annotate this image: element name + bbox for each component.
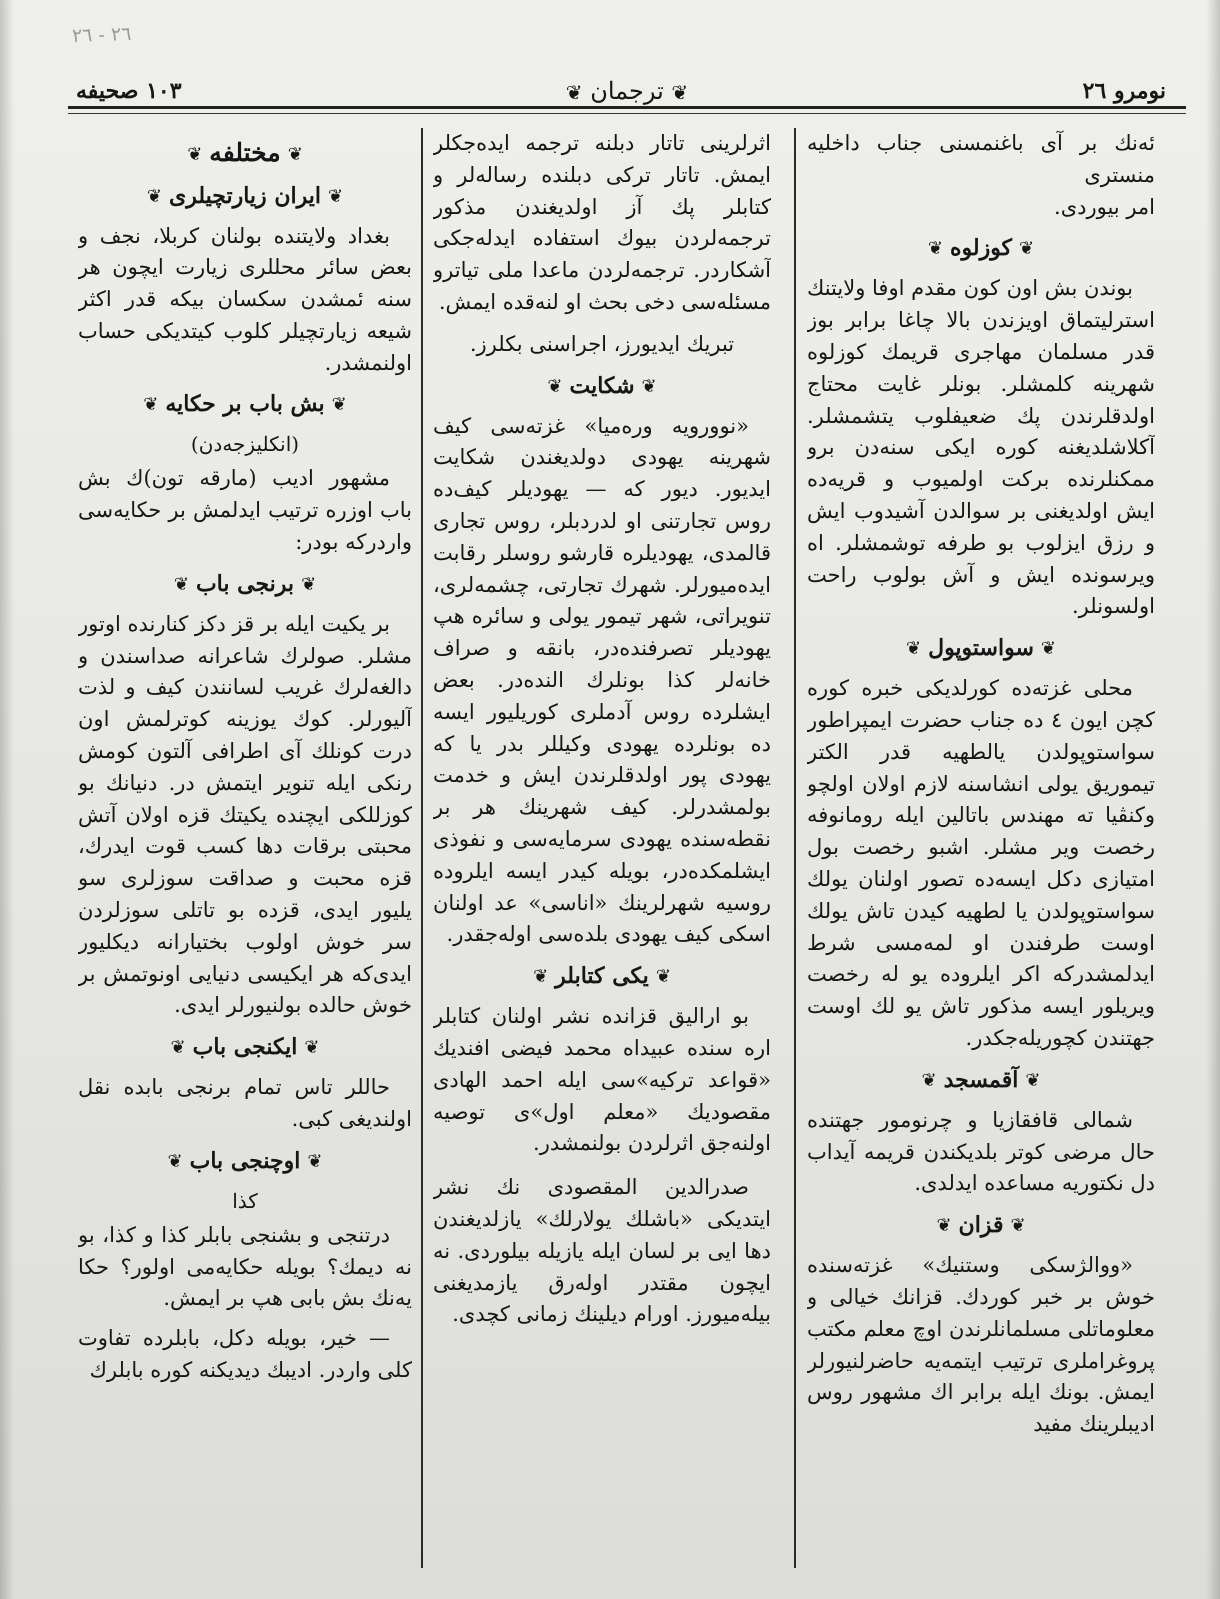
ornament-icon: ❦: [307, 1150, 323, 1172]
column-divider: [421, 128, 423, 1568]
ornament-icon: ❦: [187, 143, 203, 165]
ornament-icon: ❦: [304, 1037, 320, 1059]
heading-text: اوچنجى باب: [189, 1147, 301, 1174]
ornament-icon: ❦: [287, 143, 303, 165]
heading-text: ايكنجى باب: [192, 1034, 298, 1061]
article-body: — خير، بويله دكل، بابلرده تفاوت كلى واردر. اديبك ديديكنه كوره بابلرك: [78, 1326, 412, 1383]
masthead-rule-thin: [68, 113, 1186, 114]
article-body: شمالى قافقازيا و چرنومور جهتنده حال مرضى كوتر بلديكندن قريمه آيداب دل نكتوريه مساعده ايدلدى.: [807, 1107, 1155, 1196]
newspaper-title-block: [68, 77, 1186, 105]
ornament-icon: ❦: [1010, 1215, 1026, 1237]
congrats-line: تبريك ايديورز، اجراسنى بكلرز.: [469, 331, 735, 356]
continued-line: امر بيوردى.: [1054, 194, 1155, 219]
heading-text: مختلفه: [209, 138, 281, 167]
article-body: بغداد ولايتنده بولنان كربلا، نجف و بعض سائر محللرى زيارت ايچون هر سنه ئمشدن سكسان بيكه قدر اكثر شيعه زيارتچيلر كلوب كيتديكى حساب اولنمشدر.: [78, 223, 412, 375]
ornament-icon: ❦: [533, 966, 549, 988]
ornament-icon: ❦: [327, 185, 344, 207]
masthead-rule: [68, 106, 1186, 109]
article-heading-kozlova: [807, 232, 1155, 265]
ornament-icon: ❦: [143, 394, 159, 416]
newspaper-title: ترجمان: [590, 77, 664, 105]
chapter-heading-second: [78, 1031, 412, 1064]
column-divider: [794, 128, 796, 1568]
chapter-heading-first: [78, 568, 412, 601]
middle-column: [433, 128, 771, 1568]
article-heading-akmesjid: [807, 1064, 1155, 1097]
heading-text: برنجى باب: [195, 570, 295, 597]
heading-text: كوزلوه: [949, 235, 1013, 262]
article-heading-kazan: [807, 1209, 1155, 1242]
ornament-icon: ❦: [167, 1150, 183, 1172]
article-heading-five-chapter-story: [78, 388, 412, 421]
ornament-icon: ❦: [565, 80, 583, 105]
article-heading-sevastopol: [807, 632, 1155, 665]
heading-text: سواستوپول: [928, 635, 1034, 662]
right-edge-shadow: [1206, 0, 1220, 1599]
ornament-icon: ❦: [1019, 238, 1035, 260]
ornament-icon: ❦: [1025, 1069, 1041, 1091]
ornament-icon: ❦: [671, 80, 689, 105]
article-heading-iran-pilgrims: [78, 180, 412, 213]
chapter-subtitle: كذا: [232, 1188, 258, 1213]
article-body: «ووالژسكى وستنيك» غزتەسنده خوش بر خبر كوردك. قزانك خيالى و معلوماتلى مسلمانلرندن اوچ معلم مكتب پروغراملرى ترتيب ايتمه‌يه حاضرلنيورلر ايمش. بونك ايله برابر اك مشهور روس اديبلرينك مفيد: [807, 1253, 1155, 1437]
continued-line: ئەنك بر آى باغنمسنى جناب داخليه منسترى: [807, 131, 1155, 187]
article-body: بوندن بش اون كون مقدم اوفا ولايتنك استرليتماق اويزندن بالا چاغا برابر بوز قدر مسلمان مهاجرى قريمك كوزلوه شهرينه كلمشلر. بونلر غايت محتاج اولدقلرندن پك ضعيفلوب يتشمشلر. آكلاشلديغنه كوره ايكى سنەدن برو ممكنلرنده بركت اولميوب و قريەده ايش اولديغنى بر سوالدن آشيدوب ايش و رزق ايزلوب بو طرفه توشمشلر. اه ويرسونده ايش و آش بولوب راحت اولسونلر.: [807, 276, 1155, 619]
page-number: ١٠٣ صحيفه: [76, 78, 182, 104]
article-body: بر يكيت ايله بر قز دكز كنارنده اوتور مشلر. صولرك شاعرانه صداسندن و دالغه‌لرك غريب لسانندن كيف و لذت آليورلر. كوك يوزينه كوترلمش اون درت كونلك آى اطرافى آلتون كومش رنكى ايله تنوير ايتمش در. دنيانك بو كوزللكى ايچنده يكيتك قزه اولان آتش محبتى برقات دها كسب قوت ايدرك، قزه محبت و صداقت سوزلرى سو يليور ايدى، قزده بو تاتلى سوزلردن سر خوش اولوب بختيارانه ديكليور ايدى‌كه هر ايكيسى دنيايى اونوتمش بر خوش حالده بولنيورلر ايدى.: [78, 611, 412, 1018]
left-edge-shadow: [0, 0, 14, 1599]
section-heading-miscellaneous: [78, 137, 412, 171]
article-body: صدرالدين المقصودى نك نشر ايتديكى «باشلك يولارلك» يازلديغندن دها ايى بر لسان ايله يازيله بيلوردى. نه ايچون مقتدر اولەرق يازمديغنى بيلەميورز. اورام ديلينك زمانى كچدى.: [433, 1175, 771, 1327]
heading-text: قزان: [958, 1212, 1004, 1239]
article-heading-complaint: [433, 370, 771, 403]
ornament-icon: ❦: [173, 573, 189, 595]
heading-text: يكى كتابلر: [555, 963, 649, 990]
ornament-icon: ❦: [331, 394, 347, 416]
article-body: محلى غزتەده كورلديكى خبره كوره كچن ايون ٤ ده جناب حضرت ايمپراطور سواستوپولدن يالطهيه قدر الكتر تيموريق يولى انشاسنه لازم اولان اولچو وكنڤيا ته مهندس باتالين ايله رومانوفه رخصت وير مشلر. اشبو رخصت بول امتيازى دكل ايسەده تصور اولنان يولك سواستوپولدن يا لطهيه كيدن تاش يولك اوست طرفندن او لمەمسى شرط ايدلمشدركه اكر ايلروده يو له رخصت ويريلور ايسه مذكور تاش يو لك اوست جهتندن كچوريلەجكدر.: [807, 676, 1155, 1050]
ornament-icon: ❦: [927, 238, 943, 260]
article-body: مشهور اديب (مارقه تون)ك بش باب اوزره ترتيب ايدلمش بر حكايه‌سى واردركه بودر:: [78, 466, 412, 555]
heading-text: ايران زيارتچيلرى: [169, 182, 321, 209]
ornament-icon: ❦: [301, 573, 317, 595]
heading-text: آقمسجد: [943, 1066, 1019, 1093]
ornament-icon: ❦: [547, 375, 563, 397]
ornament-icon: ❦: [921, 1069, 937, 1091]
ornament-icon: ❦: [170, 1037, 186, 1059]
issue-number: نومرو ٢٦: [1082, 78, 1166, 104]
left-column: [78, 128, 412, 1568]
chapter-heading-third: [78, 1145, 412, 1178]
ornament-icon: ❦: [936, 1215, 952, 1237]
article-body: «نوورويه ورەميا» غزته‌سى كيف شهرينه يهودى دولديغندن شكايت ايديور. ديور كه — يهوديلر كيف‌ده روس تجارتنى او لدردبلر، روس تجارى قالمدى، يهوديلره قارشو روسلر رقابت ايده‌ميورلر. شهرك تجارتى، چشمه‌لرى، تنويراتى، شهر تيمور يولى و سائره هپ يهوديلر تصرفنده‌در، بانقه و صراف خانه‌لر كذا بونلرك الندەدر. بعض ايشلرده روس آدملرى كوريليور ايسه ده بونلرده يهودى وكيللر بدر يا كه يهودى پور اولدقلرندن ايش و خدمت بولمشدرلر. كيف شهرينك هر بر نقطه‌سنده يهودى سرمايه‌سى و نفوذى ايشلمكده‌در، بويله كيدر ايسه ايلروده روسيه شهرلرينك «اناسى» عد اولنان اسكى كيف يهودى بلده‌سى اوله‌جقدر.: [433, 413, 771, 947]
ornament-icon: ❦: [905, 638, 922, 660]
right-column: [807, 128, 1155, 1568]
ornament-icon: ❦: [146, 185, 162, 207]
story-subtitle: (انكليزجه‌دن): [190, 432, 300, 457]
ornament-icon: ❦: [641, 375, 657, 397]
pencil-note: ٢٦ - ٢٦: [71, 22, 132, 48]
heading-text: شكايت: [569, 372, 635, 399]
article-body: اثرلرينى تاتار دبلنه ترجمه ايدەجكلر ايمش. تاتار تركى دبلنده رساله‌لر و كتابلر پك آز اولديغندن مذكور ترجمەلردن بيوك استفاده ايدلەجكى آشكاردر. ترجمەلردن ماعدا ملى تياترو مسئله‌سى دخى بحث او لنەقده ايمش.: [433, 131, 771, 314]
article-body: بو اراليق قزانده نشر اولنان كتابلر اره سنده عبيداه محمد فيضى افنديك «قواعد تركيه»سى ايله احمد الهادى مقصوديك «معلم اول»ى توصيه اولنه‌جق اثرلردن بولنمشدر.: [433, 1004, 771, 1156]
article-body: درتنجى و بشنجى بابلر كذا و كذا، بو نه ديمك؟ بويله حكايه‌مى اولور؟ حكا يه‌نك بش بابى هپ بر ايمش.: [78, 1222, 412, 1311]
ornament-icon: ❦: [1040, 638, 1056, 660]
article-body: حاللر تاس تمام برنجى بابده نقل اولنديغى كبى.: [78, 1075, 412, 1132]
ornament-icon: ❦: [655, 966, 671, 988]
article-heading-new-books: [433, 960, 771, 993]
heading-text: بش باب بر حكايه: [165, 391, 325, 418]
